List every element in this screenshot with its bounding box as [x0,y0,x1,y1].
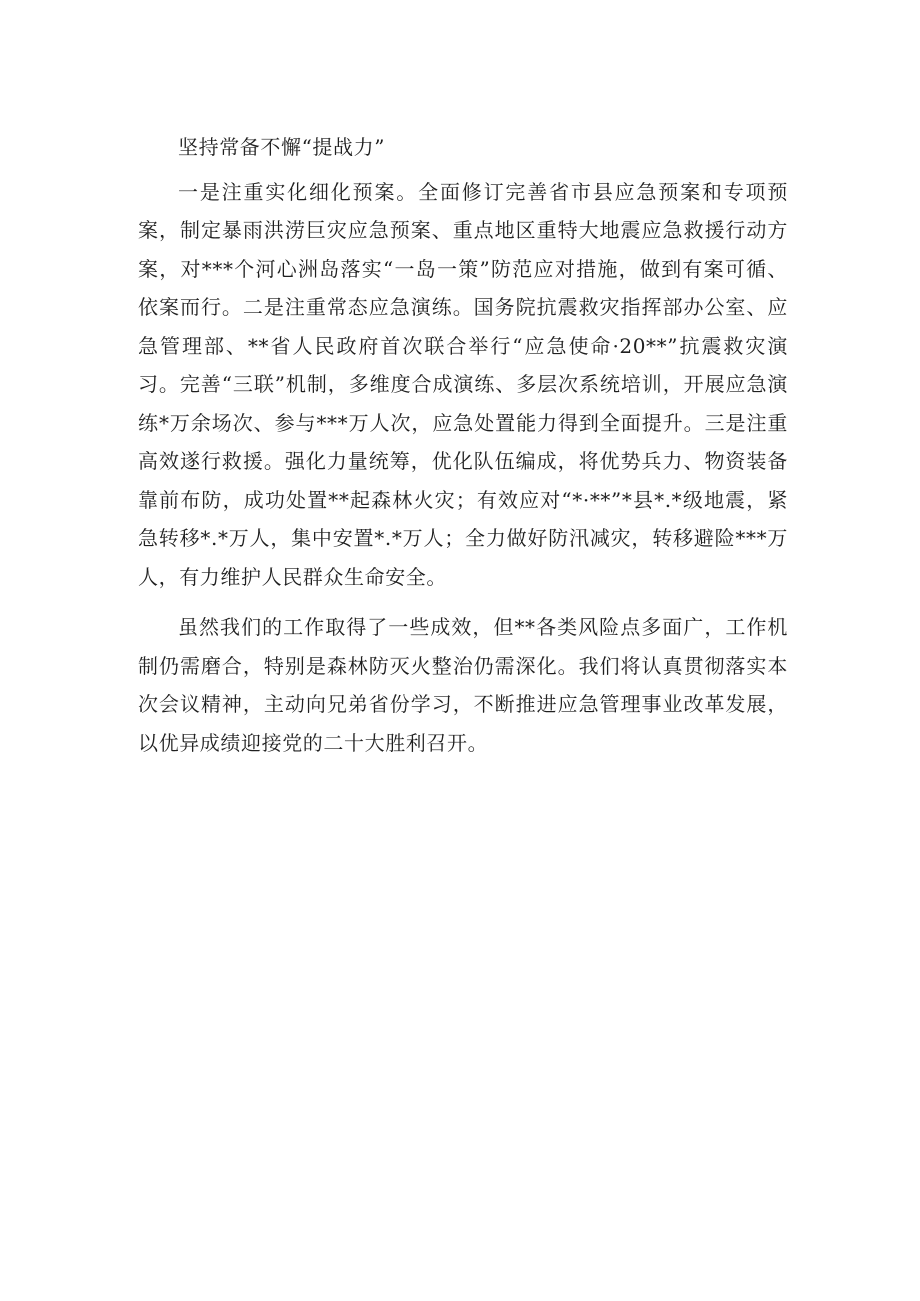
paragraph-conclusion: 虽然我们的工作取得了一些成效，但**各类风险点多面广，工作机制仍需磨合，特别是森林防灭火整治仍需深化。我们将认真贯彻落实本次会议精神，主动向兄弟省份学习，不断推进应急管理事业改革发展，以优异成绩迎接党的二十大胜利召开。 [138,615,788,755]
section-heading: 坚持常备不懈“提战力” [178,135,386,159]
paragraph-measures: 一是注重实化细化预案。全面修订完善省市县应急预案和专项预案，制定暴雨洪涝巨灾应急预案、重点地区重特大地震应急救援行动方案，对***个河心洲岛落实“一岛一策”防范应对措施，做到有案可循、依案而行。二是注重常态应急演练。国务院抗震救灾指挥部办公室、应急管理部、**省人民政府首次联合举行“应急使命·20**”抗震救灾演习。完善“三联”机制，多维度合成演练、多层次系统培训，开展应急演练*万余场次、参与***万人次，应急处置能力得到全面提升。三是注重高效遂行救援。强化力量统筹，优化队伍编成，将优势兵力、物资装备靠前布防，成功处置**起森林火灾；有效应对“*·**”*县*.*级地震，紧急转移*.*万人，集中安置*.*万人；全力做好防汛减灾，转移避险***万人，有力维护人民群众生命安全。 [138,179,788,589]
document-body [138,128,788,774]
